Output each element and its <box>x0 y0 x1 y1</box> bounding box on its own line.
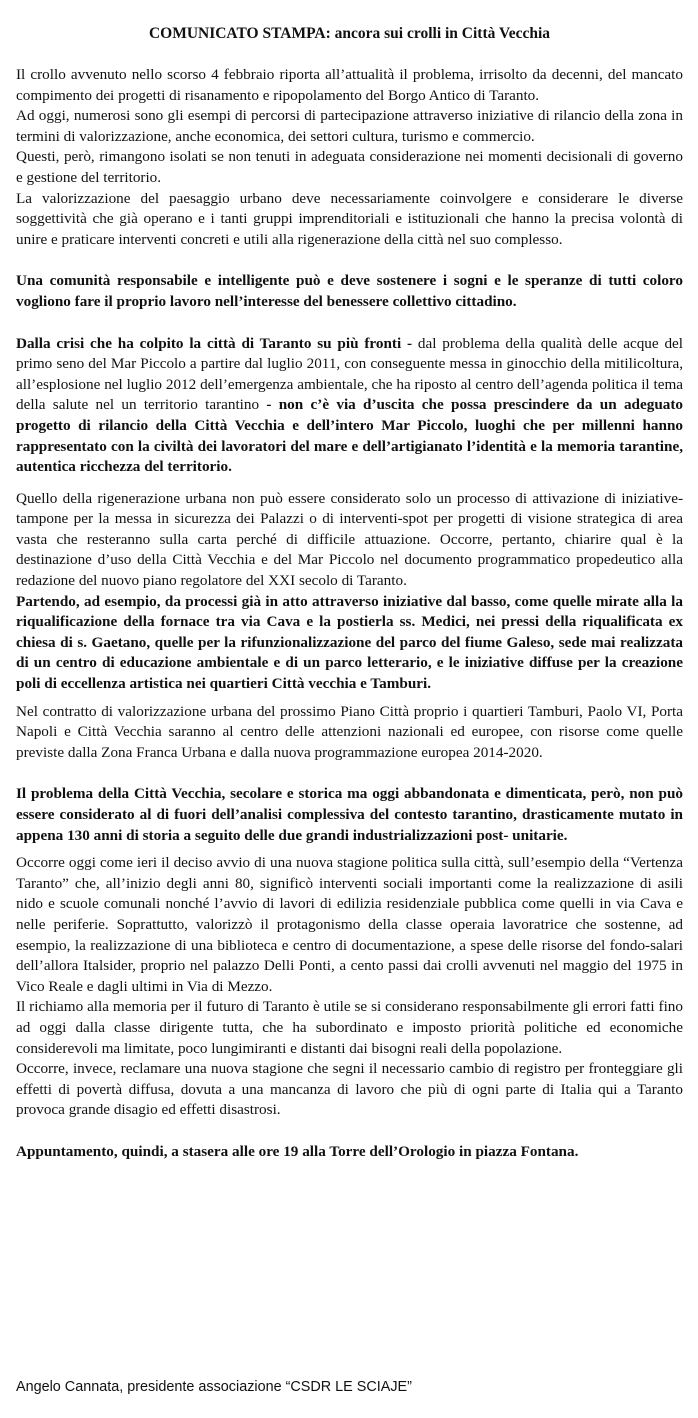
document-title: COMUNICATO STAMPA: ancora sui crolli in Città Vecchia <box>148 25 551 42</box>
intro-paragraph-3: Questi, però, rimangono isolati se non tenuti in adeguata considerazione nei momenti decisionali di governo e gestione del territorio. <box>16 148 683 186</box>
crisis-lead: Dalla crisi che ha colpito la città di Taranto su più fronti - <box>16 334 413 352</box>
intro-paragraph-4: La valorizzazione del paesaggio urbano deve necessariamente coinvolgere e considerare le diverse soggettività che già operano e i tanti gruppi imprenditoriali e istituzionali che hanno la precisa volontà di unire e praticare interventi concreti e utili alla rigenerazione della città nel suo complesso. <box>16 189 683 248</box>
intro-paragraph-2: Ad oggi, numerosi sono gli esempi di percorsi di partecipazione attraverso iniziative di rilancio della zona in termini di valorizzazione, anche economica, dei settori cultura, turismo e commercio. <box>16 107 683 145</box>
community-statement: Una comunità responsabile e intelligente può e deve sostenere i sogni e le speranze di tutti coloro vogliono fare il proprio lavoro nell’interesse del benessere collettivo cittadino. <box>16 272 683 310</box>
closing-paragraph-2: Il richiamo alla memoria per il futuro di Taranto è utile se si considerano responsabilmente gli errori fatti fino ad oggi dalla classe dirigente tutta, che ha subordinato e imposto priorità politiche ed economiche considerevoli ma limitate, poco lungimiranti e distanti dai bisogni reali della popolazione. <box>16 998 683 1057</box>
closing-section <box>16 853 683 1121</box>
intro-paragraph-1: Il crollo avvenuto nello scorso 4 febbraio riporta all’attualità il problema, irrisolto da decenni, del mancato compimento dei progetti di risanamento e ripopolamento del Borgo Antico di Taranto. <box>16 66 683 104</box>
closing-paragraph-3: Occorre, invece, reclamare una nuova stagione che segni il necessario cambio di registro per fronteggiare gli effetti di povertà diffusa, dovuta a una mancanza di lavoro che più di ogni parte di Italia qui a Taranto provoca grande disagio ed effetti disastrosi. <box>16 1060 683 1119</box>
closing-paragraph-1: Occorre oggi come ieri il deciso avvio di una nuova stagione politica sulla città, sull’esempio della “Vertenza Taranto” che, all’inizio degli anni 80, significò interventi sociali importanti come la realizzazione di asili nido e scuole comunali nonché l’avvio di lavori di edilizia residenziale pubblica come quelli in via Cava e nelle periferie. Soprattutto, valorizzò il protagonismo della classe operaia lavoratrice che sostenne, ad esempio, la realizzazione di una biblioteca e centro di documentazione, a spese delle risorse del fondo-salari dell’allora Italsider, proprio nel palazzo Delli Ponti, a cento passi dai crolli avvenuti nel maggio del 1975 in Vico Reale e dagli ultimi in Via di Mezzo. <box>16 854 683 995</box>
signature-line: Angelo Cannata, presidente associazione “CSDR LE SCIAJE” <box>16 1379 412 1395</box>
grassroots-paragraph: Partendo, ad esempio, da processi già in atto attraverso iniziative dal basso, come quelle mirate alla la riqualificazione della fornace tra via Cava e la postierla ss. Medici, nei pressi della riqualificata ex chiesa di s. Gaetano, quelle per la rifunzionalizzazione del parco del fiume Galeso, sede mai realizzata di un centro di educazione ambientale e di un parco letterario, e le iniziative diffuse per la creazione poli di eccellenza artistica nei quartieri Città vecchia e Tamburi. <box>16 592 683 693</box>
crisis-middle: dal problema della qualità delle acque del primo seno del Mar Piccolo a partire dal luglio 2011, con conseguente messa in ginocchio della mitilicoltura, all’esplosione nel luglio 2012 dell’emergenza ambientale, che ha riposto al centro dell’agenda politica il tema della salute nel un territorio tarantino <box>16 334 683 414</box>
problem-statement: Il problema della Città Vecchia, secolare e storica ma oggi abbandonata e dimenticata, però, non può essere considerato al di fuori dell’analisi complessiva del contesto tarantino, drasticamente mutato in appena 130 anni di storia a seguito delle due grandi industrializzazioni post- unitarie. <box>16 785 683 844</box>
regeneration-paragraph: Quello della rigenerazione urbana non può essere considerato solo un processo di attivazione di iniziative-tampone per la messa in sicurezza dei Palazzi o di interventi-spot per progetti di visione strategica di area vasta che resteranno sulla carta perché di difficile attuazione. Occorre, pertanto, chiarire qual è la destinazione d’uso della Città Vecchia e del Mar Piccolo nel documento programmatico propedeutico alla redazione del nuovo piano regolatore del XXI secolo di Taranto. <box>16 489 683 590</box>
intro-section <box>16 65 683 250</box>
crisis-paragraph <box>16 334 683 478</box>
crisis-tail: - non c’è via d’uscita che possa prescindere da un adeguato progetto di rilancio della Città Vecchia e dell’intero Mar Piccolo, luoghi che per millenni hanno rappresentato con la civiltà dei lavoratori del mare e dell’artigianato l’identità e la memoria tarantine, autentica ricchezza del territorio. <box>16 396 684 476</box>
appointment-notice: Appuntamento, quindi, a stasera alle ore 19 alla Torre dell’Orologio in piazza Fontana. <box>16 1142 579 1160</box>
contract-paragraph: Nel contratto di valorizzazione urbana del prossimo Piano Città proprio i quartieri Tamburi, Paolo VI, Porta Napoli e Città Vecchia saranno al centro delle attenzioni nazionali ed europee, con risorse come quelle previste dalla Zona Franca Urbana e dalla nuova programmazione europea 2014-2020. <box>16 702 683 761</box>
